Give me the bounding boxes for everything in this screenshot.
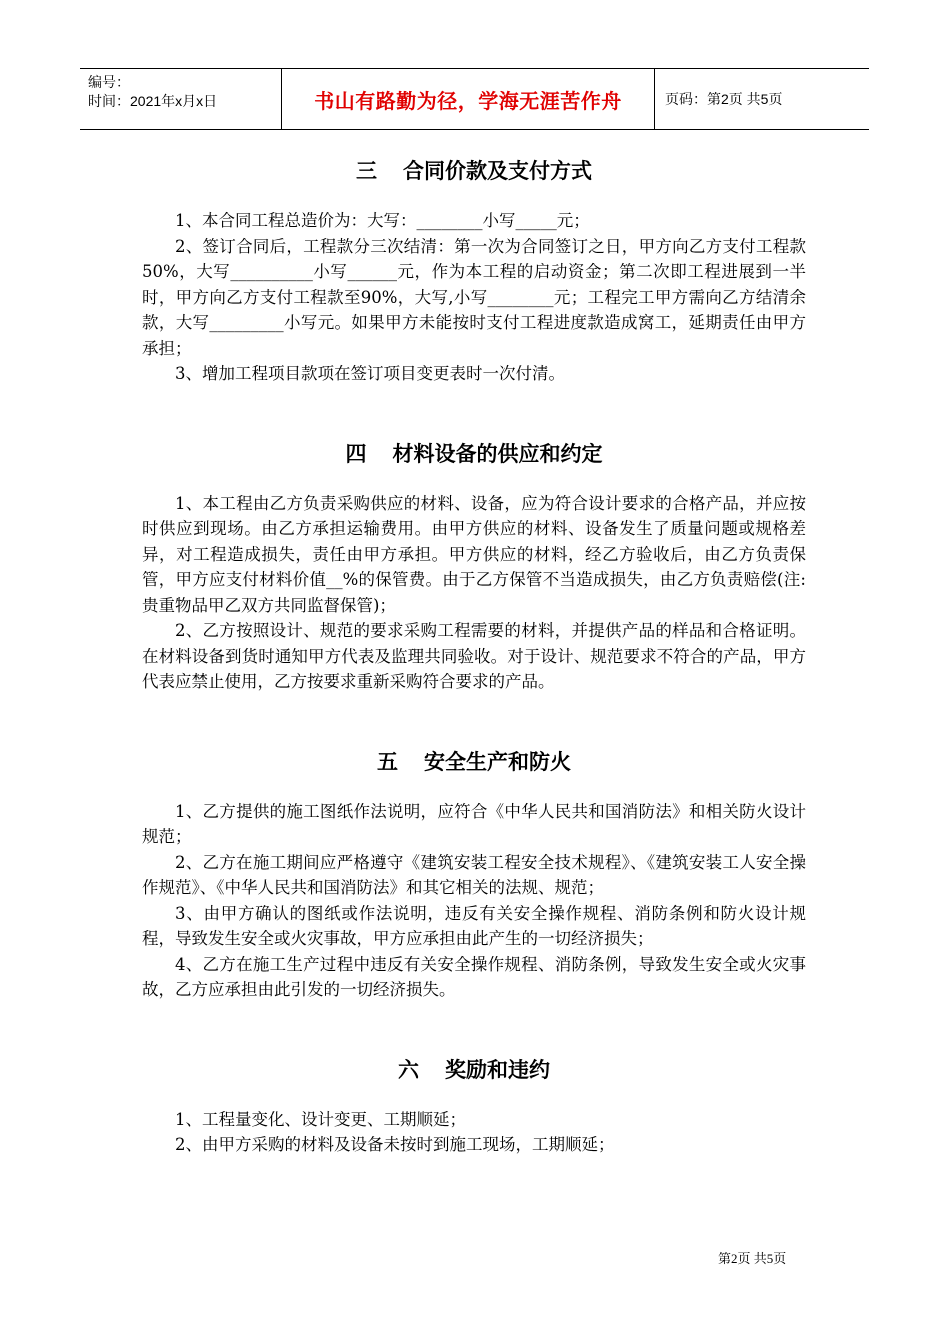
section-heading: 安全生产和防火 [424, 749, 571, 774]
page-header [80, 68, 869, 130]
paragraph: 1、工程量变化、设计变更、工期顺延； [175, 1109, 466, 1129]
paragraph: 1、本合同工程总造价为：大写：________小写_____元； [175, 211, 590, 230]
header-page-number: 页码：第2页 共5页 [665, 91, 783, 107]
paragraph: 2、乙方在施工期间应严格遵守《建筑安装工程安全技术规程》、《建筑安装工人安全操作规范》、《中华人民共和国消防法》和其它相关的法规、规范； [142, 852, 806, 897]
paragraph: 2、由甲方采购的材料及设备未按时到施工现场，工期顺延； [175, 1135, 615, 1154]
header-motto: 书山有路勤为径，学海无涯苦作舟 [314, 88, 622, 113]
paragraph: 2、签订合同后，工程款分三次结清：第一次为合同签订之日，甲方向乙方支付工程款50%，大写__________小写______元，作为本工程的启动资金；第二次即工程进展到一半时，甲方向乙方支付工程款至90%，大写,小写________元；工程完工甲方需向乙方结清余款，大写_________小写元。如果甲方未能按时支付工程进度款造成窝工，延期责任由甲方承担； [142, 236, 806, 358]
paragraph: 4、乙方在施工生产过程中违反有关安全操作规程、消防条例，导致发生安全或火灾事故，乙方应承担由此引发的一切经济损失。 [142, 954, 806, 999]
section-heading: 材料设备的供应和约定 [392, 441, 603, 466]
footer-page-number: 第2页 共5页 [718, 1251, 787, 1266]
paragraph: 2、乙方按照设计、规范的要求采购工程需要的材料，并提供产品的样品和合格证明。在材料设备到货时通知甲方代表及监理共同验收。对于设计、规范要求不符合的产品，甲方代表应禁止使用，乙方按要求重新采购符合要求的产品。 [142, 621, 806, 691]
section-title [142, 741, 806, 783]
paragraph: 3、由甲方确认的图纸或作法说明，违反有关安全操作规程、消防条例和防火设计规程，导致发生安全或火灾事故，甲方应承担由此产生的一切经济损失； [142, 903, 806, 948]
header-motto-cell [282, 69, 655, 129]
paragraph: 3、增加工程项目款项在签订项目变更表时一次付清。 [175, 364, 565, 383]
section-title [142, 433, 806, 475]
section-number: 三 [356, 159, 377, 183]
section-title [142, 150, 806, 192]
header-meta [80, 69, 282, 129]
header-page-cell [655, 69, 869, 129]
document-date: 时间：2021年x月x日 [88, 93, 218, 109]
page-footer [718, 1248, 786, 1267]
section-number: 四 [345, 441, 367, 466]
section-number: 五 [377, 749, 398, 774]
paragraph: 1、乙方提供的施工图纸作法说明，应符合《中华人民共和国消防法》和相关防火设计规范； [142, 801, 806, 846]
document-number: 编号： [88, 74, 130, 90]
paragraph: 1、本工程由乙方负责采购供应的材料、设备，应为符合设计要求的合格产品，并应按时供应到现场。由乙方承担运输费用。由甲方供应的材料、设备发生了质量问题或规格差异，对工程造成损失，责任由甲方承担。甲方供应的材料，经乙方验收后，由乙方负责保管，甲方应支付材料价值__%的保管费。由于乙方保管不当造成损失，由乙方负责赔偿(注:贵重物品甲乙双方共同监督保管)； [142, 493, 806, 615]
section-heading: 合同价款及支付方式 [403, 159, 592, 183]
document-body [142, 150, 806, 1158]
section-number: 六 [398, 1057, 419, 1082]
section-title [142, 1049, 806, 1091]
section-heading: 奖励和违约 [445, 1057, 550, 1082]
